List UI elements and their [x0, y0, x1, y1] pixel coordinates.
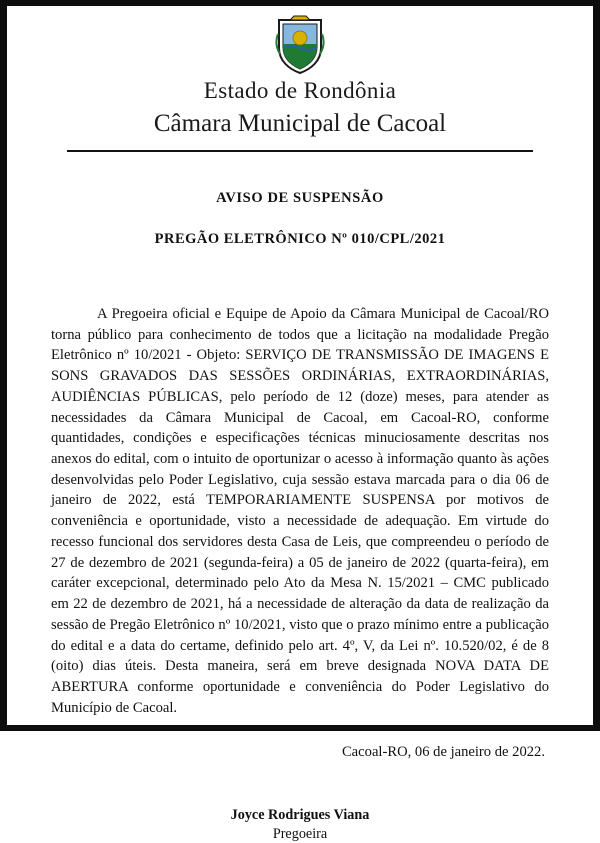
header-divider	[67, 150, 533, 152]
page-subtitle: PREGÃO ELETRÔNICO Nº 010/CPL/2021	[154, 231, 446, 247]
place-and-date: Cacoal-RO, 06 de janeiro de 2022.	[341, 744, 545, 761]
document-inner	[7, 6, 593, 843]
page-title: AVISO DE SUSPENSÃO	[216, 190, 384, 206]
header-titles	[45, 78, 555, 138]
signature-block	[45, 807, 555, 843]
signer-role: Pregoeira	[272, 826, 328, 843]
crest-container	[45, 14, 555, 76]
coat-of-arms-icon	[273, 14, 327, 76]
body-paragraph: A Pregoeira oficial e Equipe de Apoio da Câmara Municipal de Cacoal/RO torna público para conhecimento de todos que a licitação na modalidade Pregão Eletrônico nº 10/2021 - Objeto: SERVIÇO DE TRANSMISSÃO DE IMAGENS E SONS GRAVADOS DAS SESSÕES ORDINÁRIAS, EXTRAORDINÁRIAS, AUDIÊNCIAS PÚBLICAS, pelo período de 12 (doze) meses, para atender as necessidades da Câmara Municipal de Cacoal, em Cacoal-RO, conforme quantidades, condições e especificações técnicas minuciosamente descritas nos anexos do edital, com o intuito de oportunizar o acesso à informação quanto às ações desenvolvidas pelo Poder Legislativo, cuja sessão estava marcada para o dia 06 de janeiro de 2022, está TEMPORARIAMENTE SUSPENSA por motivos de conveniência e oportunidade, visto a necessidade de adequação. Em virtude do recesso funcional dos servidores desta Casa de Leis, que compreendeu o período de 27 de dezembro de 2021 (segunda-feira) a 05 de janeiro de 2022 (quarta-feira), em caráter excepcional, determinado pelo Ato da Mesa N. 15/2021 – CMC publicado em 22 de dezembro de 2021, há a necessidade de alteração da data de realização da sessão de Pregão Eletrônico nº 10/2021, visto que o prazo mínimo entre a publicação do edital e a data do certame, definido pelo art. 4º, V, da Lei nº. 10.520/02, é de 8 (oito) dias úteis. Desta maneira, será em breve designada NOVA DATA DE ABERTURA conforme oportunidade e conveniência do Poder Legislativo do Município de Cacoal.	[51, 306, 549, 716]
institution-name: Câmara Municipal de Cacoal	[153, 110, 447, 137]
state-name: Estado de Rondônia	[203, 78, 397, 103]
signer-name: Joyce Rodrigues Viana	[230, 807, 370, 824]
